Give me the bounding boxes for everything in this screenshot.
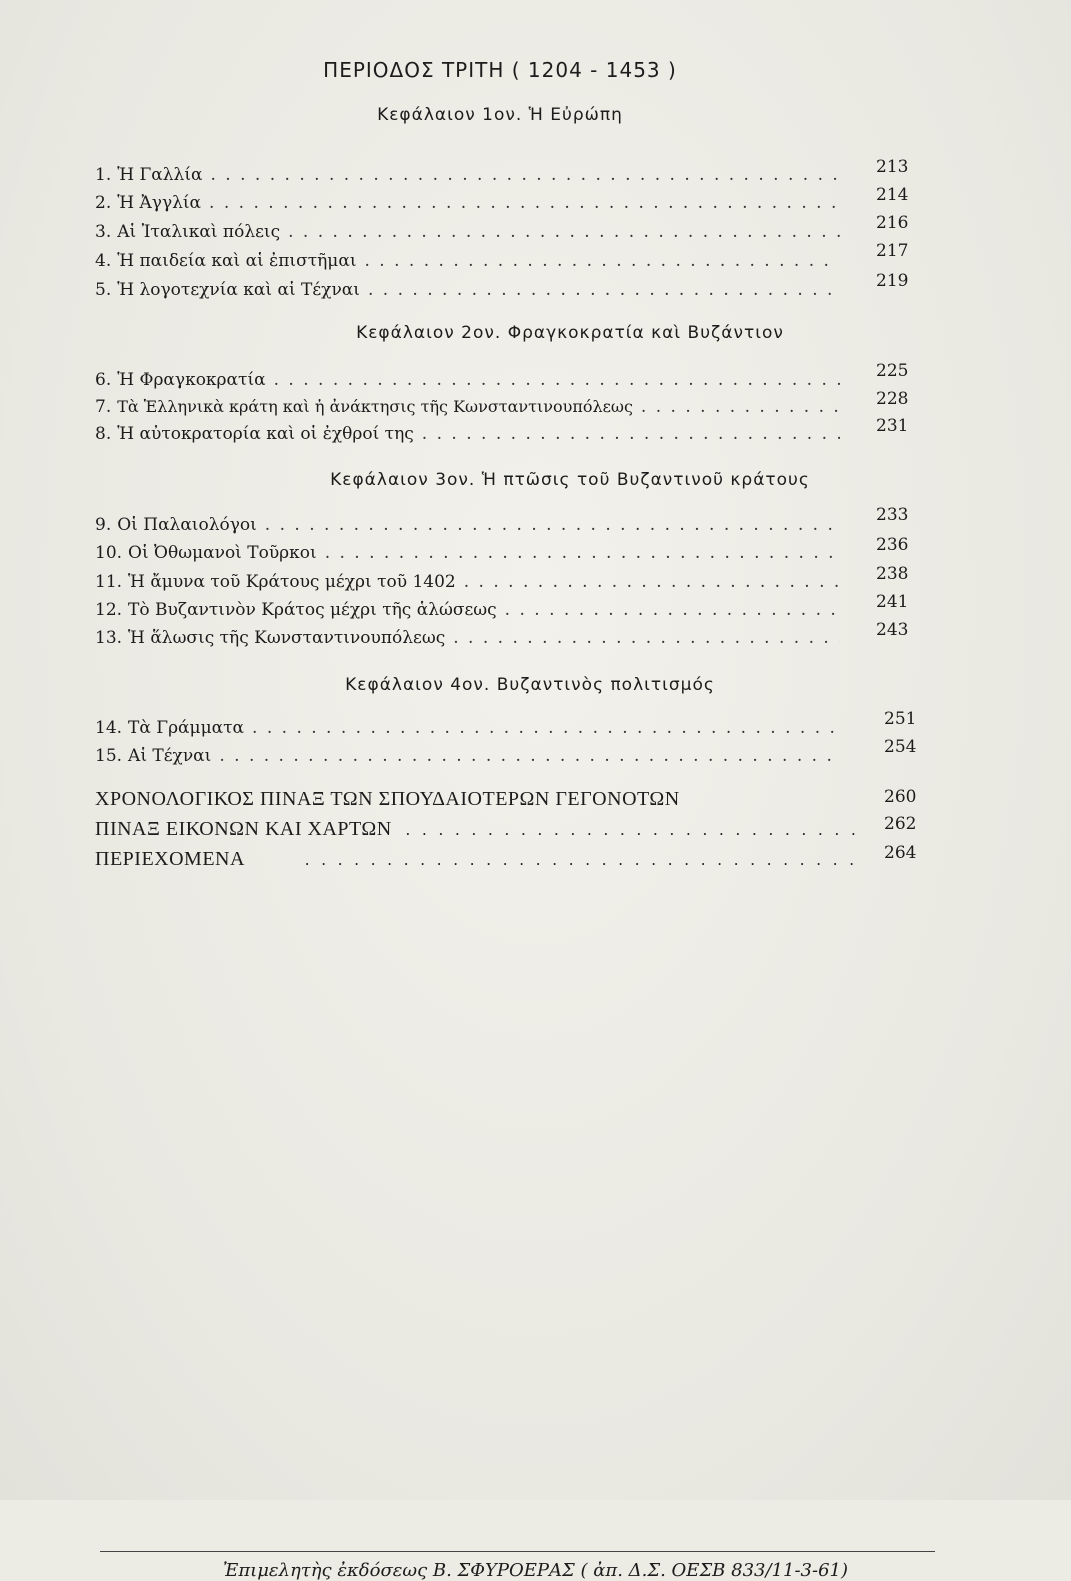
entry-page-number: 238 <box>876 564 909 584</box>
entry-number: 14. <box>95 718 123 738</box>
editor-note: Ἐπιμελητὴς ἐκδόσεως Β. ΣΦΥΡΟΕΡΑΣ ( ἀπ. Δ.Σ. ΟΕΣΒ 833/11-3-61) <box>222 1560 848 1581</box>
toc-entry <box>95 572 840 592</box>
leader-dots <box>422 424 840 444</box>
entry-number: 12. <box>95 600 123 620</box>
chapter-3-heading: Κεφάλαιον 3ον. Ἡ πτῶσις τοῦ Βυζαντινοῦ κράτους <box>330 470 810 490</box>
toc-entry <box>95 397 840 417</box>
entry-title: Τὰ Ἑλληνικὰ κράτη καὶ ἡ ἀνάκτησις τῆς Κωνσταντινουπόλεως <box>117 397 633 416</box>
leader-dots <box>305 848 860 871</box>
leader-dots <box>365 251 841 271</box>
entry-page-number: 214 <box>876 185 909 205</box>
leader-dots <box>209 193 840 213</box>
entry-number: 13. <box>95 628 123 648</box>
index-entry <box>95 848 860 871</box>
entry-title: Ἡ Φραγκοκρατία <box>117 370 266 390</box>
leader-dots <box>641 397 840 417</box>
index-entry <box>95 788 860 811</box>
leader-dots <box>274 370 840 390</box>
toc-entry <box>95 628 840 648</box>
index-page-number: 264 <box>884 843 917 863</box>
entry-number: 8. <box>95 424 112 444</box>
entry-title: Ἡ ἅλωσις τῆς Κωνσταντινουπόλεως <box>128 628 446 648</box>
leader-dots <box>464 572 840 592</box>
entry-page-number: 219 <box>876 271 909 291</box>
entry-title: Τὰ Γράμματα <box>128 718 245 738</box>
toc-entry <box>95 600 840 620</box>
entry-title: Τὸ Βυζαντινὸν Κράτος μέχρι τῆς ἁλώσεως <box>128 600 497 620</box>
entry-title: Αἱ Ἰταλικαὶ πόλεις <box>117 222 281 242</box>
entry-title: Οἱ Παλαιολόγοι <box>117 515 257 535</box>
entry-number: 9. <box>95 515 112 535</box>
entry-page-number: 241 <box>876 592 909 612</box>
entry-number: 15. <box>95 746 123 766</box>
toc-entry <box>95 515 840 535</box>
entry-title: Ἡ αὐτοκρατορία καὶ οἱ ἐχθροί της <box>117 424 414 444</box>
entry-number: 11. <box>95 572 123 592</box>
entry-number: 1. <box>95 165 112 185</box>
toc-entry <box>95 718 840 738</box>
entry-title: Αἱ Τέχναι <box>128 746 212 766</box>
toc-entry <box>95 370 840 390</box>
entry-page-number: 243 <box>876 620 909 640</box>
toc-entry <box>95 280 840 300</box>
toc-entry <box>95 543 840 563</box>
leader-dots <box>288 222 840 242</box>
entry-title: Ἡ παιδεία καὶ αἱ ἐπιστῆμαι <box>117 251 357 271</box>
leader-dots <box>505 600 840 620</box>
entry-title: Ἡ Γαλλία <box>117 165 203 185</box>
entry-number: 2. <box>95 193 112 213</box>
index-title: ΧΡΟΝΟΛΟΓΙΚΟΣ ΠΙΝΑΞ ΤΩΝ ΣΠΟΥΔΑΙΟΤΕΡΩΝ ΓΕΓΟΝΟΤΩΝ <box>95 788 680 810</box>
leader-dots <box>368 280 840 300</box>
toc-entry <box>95 251 840 271</box>
entry-page-number: 251 <box>884 709 917 729</box>
leader-dots <box>265 515 840 535</box>
leader-dots <box>210 165 840 185</box>
entry-number: 3. <box>95 222 112 242</box>
index-entry <box>95 818 860 841</box>
toc-entry <box>95 222 840 242</box>
leader-dots <box>252 718 840 738</box>
entry-page-number: 228 <box>876 389 909 409</box>
entry-page-number: 233 <box>876 505 909 525</box>
entry-page-number: 236 <box>876 535 909 555</box>
entry-page-number: 213 <box>876 157 909 177</box>
index-title: ΠΕΡΙΕΧΟΜΕΝΑ <box>95 848 245 870</box>
entry-number: 7. <box>95 397 112 417</box>
chapter-4-heading: Κεφάλαιον 4ον. Βυζαντινὸς πολιτισμός <box>345 675 715 695</box>
toc-entry <box>95 424 840 444</box>
toc-entry <box>95 193 840 213</box>
leader-dots <box>325 543 840 563</box>
period-title: ΠΕΡΙΟΔΟΣ ΤΡΙΤΗ ( 1204 - 1453 ) <box>323 58 677 82</box>
entry-number: 6. <box>95 370 112 390</box>
entry-title: Οἱ Ὀθωμανοὶ Τοῦρκοι <box>128 543 317 563</box>
entry-page-number: 216 <box>876 213 909 233</box>
index-title: ΠΙΝΑΞ ΕΙΚΟΝΩΝ ΚΑΙ ΧΑΡΤΩΝ <box>95 818 392 840</box>
index-page-number: 262 <box>884 814 917 834</box>
toc-entry <box>95 165 840 185</box>
entry-title: Ἡ ἄμυνα τοῦ Κράτους μέχρι τοῦ 1402 <box>128 572 456 592</box>
chapter-2-heading: Κεφάλαιον 2ον. Φραγκοκρατία καὶ Βυζάντιον <box>356 323 784 343</box>
footer-rule <box>100 1551 935 1552</box>
entry-title: Ἡ Ἀγγλία <box>117 193 202 213</box>
toc-entry <box>95 746 840 766</box>
entry-page-number: 217 <box>876 241 909 261</box>
entry-page-number: 225 <box>876 361 909 381</box>
entry-page-number: 254 <box>884 737 917 757</box>
entry-number: 5. <box>95 280 112 300</box>
leader-dots <box>453 628 840 648</box>
entry-number: 4. <box>95 251 112 271</box>
entry-title: Ἡ λογοτεχνία καὶ αἱ Τέχναι <box>117 280 360 300</box>
leader-dots <box>219 746 840 766</box>
leader-dots <box>406 818 860 841</box>
chapter-1-heading: Κεφάλαιον 1ον. Ἡ Εὐρώπη <box>377 105 623 125</box>
entry-page-number: 231 <box>876 416 909 436</box>
entry-number: 10. <box>95 543 123 563</box>
index-page-number: 260 <box>884 787 917 807</box>
